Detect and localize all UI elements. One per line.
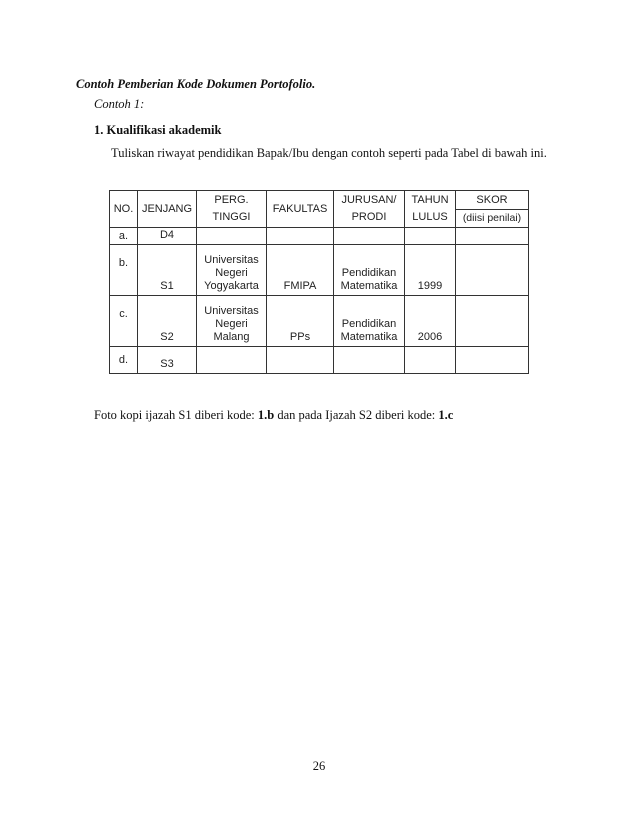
row-perguruan-tinggi — [197, 245, 267, 296]
header-jenjang: JENJANG — [138, 191, 197, 228]
perg-line1: Universitas — [204, 254, 259, 266]
perg-line3: Malang — [213, 331, 250, 343]
header-skor — [456, 191, 529, 228]
row-fakultas — [267, 228, 334, 245]
note-text-before: Foto kopi ijazah S1 diberi kode: — [94, 408, 258, 422]
note-code-s1: 1.b — [257, 408, 275, 422]
table-row — [110, 245, 529, 296]
jurusan-line2: Matematika — [340, 331, 398, 343]
header-perg-line1: PERG. — [214, 194, 249, 206]
row-jurusan — [334, 296, 405, 347]
perg-line2: Negeri — [215, 318, 248, 330]
row-jenjang: S1 — [138, 245, 197, 296]
row-tahun — [405, 228, 456, 245]
header-perg-line2: TINGGI — [212, 211, 251, 223]
row-jenjang: S2 — [138, 296, 197, 347]
row-skor — [456, 296, 529, 347]
row-no: c. — [110, 296, 138, 347]
row-tahun — [405, 347, 456, 374]
row-perguruan-tinggi — [197, 347, 267, 374]
header-tahun-line1: TAHUN — [411, 194, 449, 206]
jurusan-line2: Matematika — [340, 280, 398, 292]
row-skor — [456, 347, 529, 374]
header-tahun — [405, 191, 456, 228]
jurusan-line1: Pendidikan — [341, 267, 397, 279]
table-row — [110, 347, 529, 374]
code-note — [94, 408, 453, 423]
header-perguruan-tinggi — [197, 191, 267, 228]
row-perguruan-tinggi — [197, 296, 267, 347]
row-jurusan — [334, 245, 405, 296]
table-header-row — [110, 191, 529, 228]
row-fakultas: FMIPA — [267, 245, 334, 296]
row-jurusan — [334, 228, 405, 245]
row-no: b. — [110, 245, 138, 296]
page-number: 26 — [312, 759, 326, 773]
table-row — [110, 296, 529, 347]
row-tahun: 2006 — [405, 296, 456, 347]
page-title: Contoh Pemberian Kode Dokumen Portofolio. — [76, 77, 316, 91]
example-subtitle: Contoh 1: — [94, 97, 145, 111]
row-no: d. — [110, 347, 138, 374]
section-heading: 1. Kualifikasi akademik — [94, 123, 222, 137]
header-no: NO. — [110, 191, 138, 228]
row-no: a. — [110, 228, 138, 245]
perg-line3: Yogyakarta — [204, 280, 259, 292]
row-jenjang: S3 — [138, 347, 197, 374]
header-skor-line2: (diisi penilai) — [456, 209, 528, 227]
header-fakultas: FAKULTAS — [267, 191, 334, 228]
row-skor — [456, 228, 529, 245]
note-text-middle: dan pada Ijazah S2 diberi kode: — [274, 408, 439, 422]
row-jurusan — [334, 347, 405, 374]
row-perguruan-tinggi — [197, 228, 267, 245]
row-fakultas — [267, 347, 334, 374]
row-fakultas: PPs — [267, 296, 334, 347]
row-tahun: 1999 — [405, 245, 456, 296]
header-tahun-line2: LULUS — [412, 211, 448, 223]
perg-line1: Universitas — [204, 305, 259, 317]
instruction-text: Tuliskan riwayat pendidikan Bapak/Ibu dengan contoh seperti pada Tabel di bawah ini. — [111, 146, 547, 160]
header-skor-line1: SKOR — [476, 194, 508, 206]
header-jurusan-line1: JURUSAN/ — [341, 194, 397, 206]
row-skor — [456, 245, 529, 296]
perg-line2: Negeri — [215, 267, 248, 279]
header-jurusan-line2: PRODI — [351, 211, 387, 223]
note-code-s2: 1.c — [438, 408, 454, 422]
row-jenjang: D4 — [138, 228, 197, 245]
jurusan-line1: Pendidikan — [341, 318, 397, 330]
table-row — [110, 228, 529, 245]
header-jurusan — [334, 191, 405, 228]
education-history-table — [109, 190, 529, 374]
